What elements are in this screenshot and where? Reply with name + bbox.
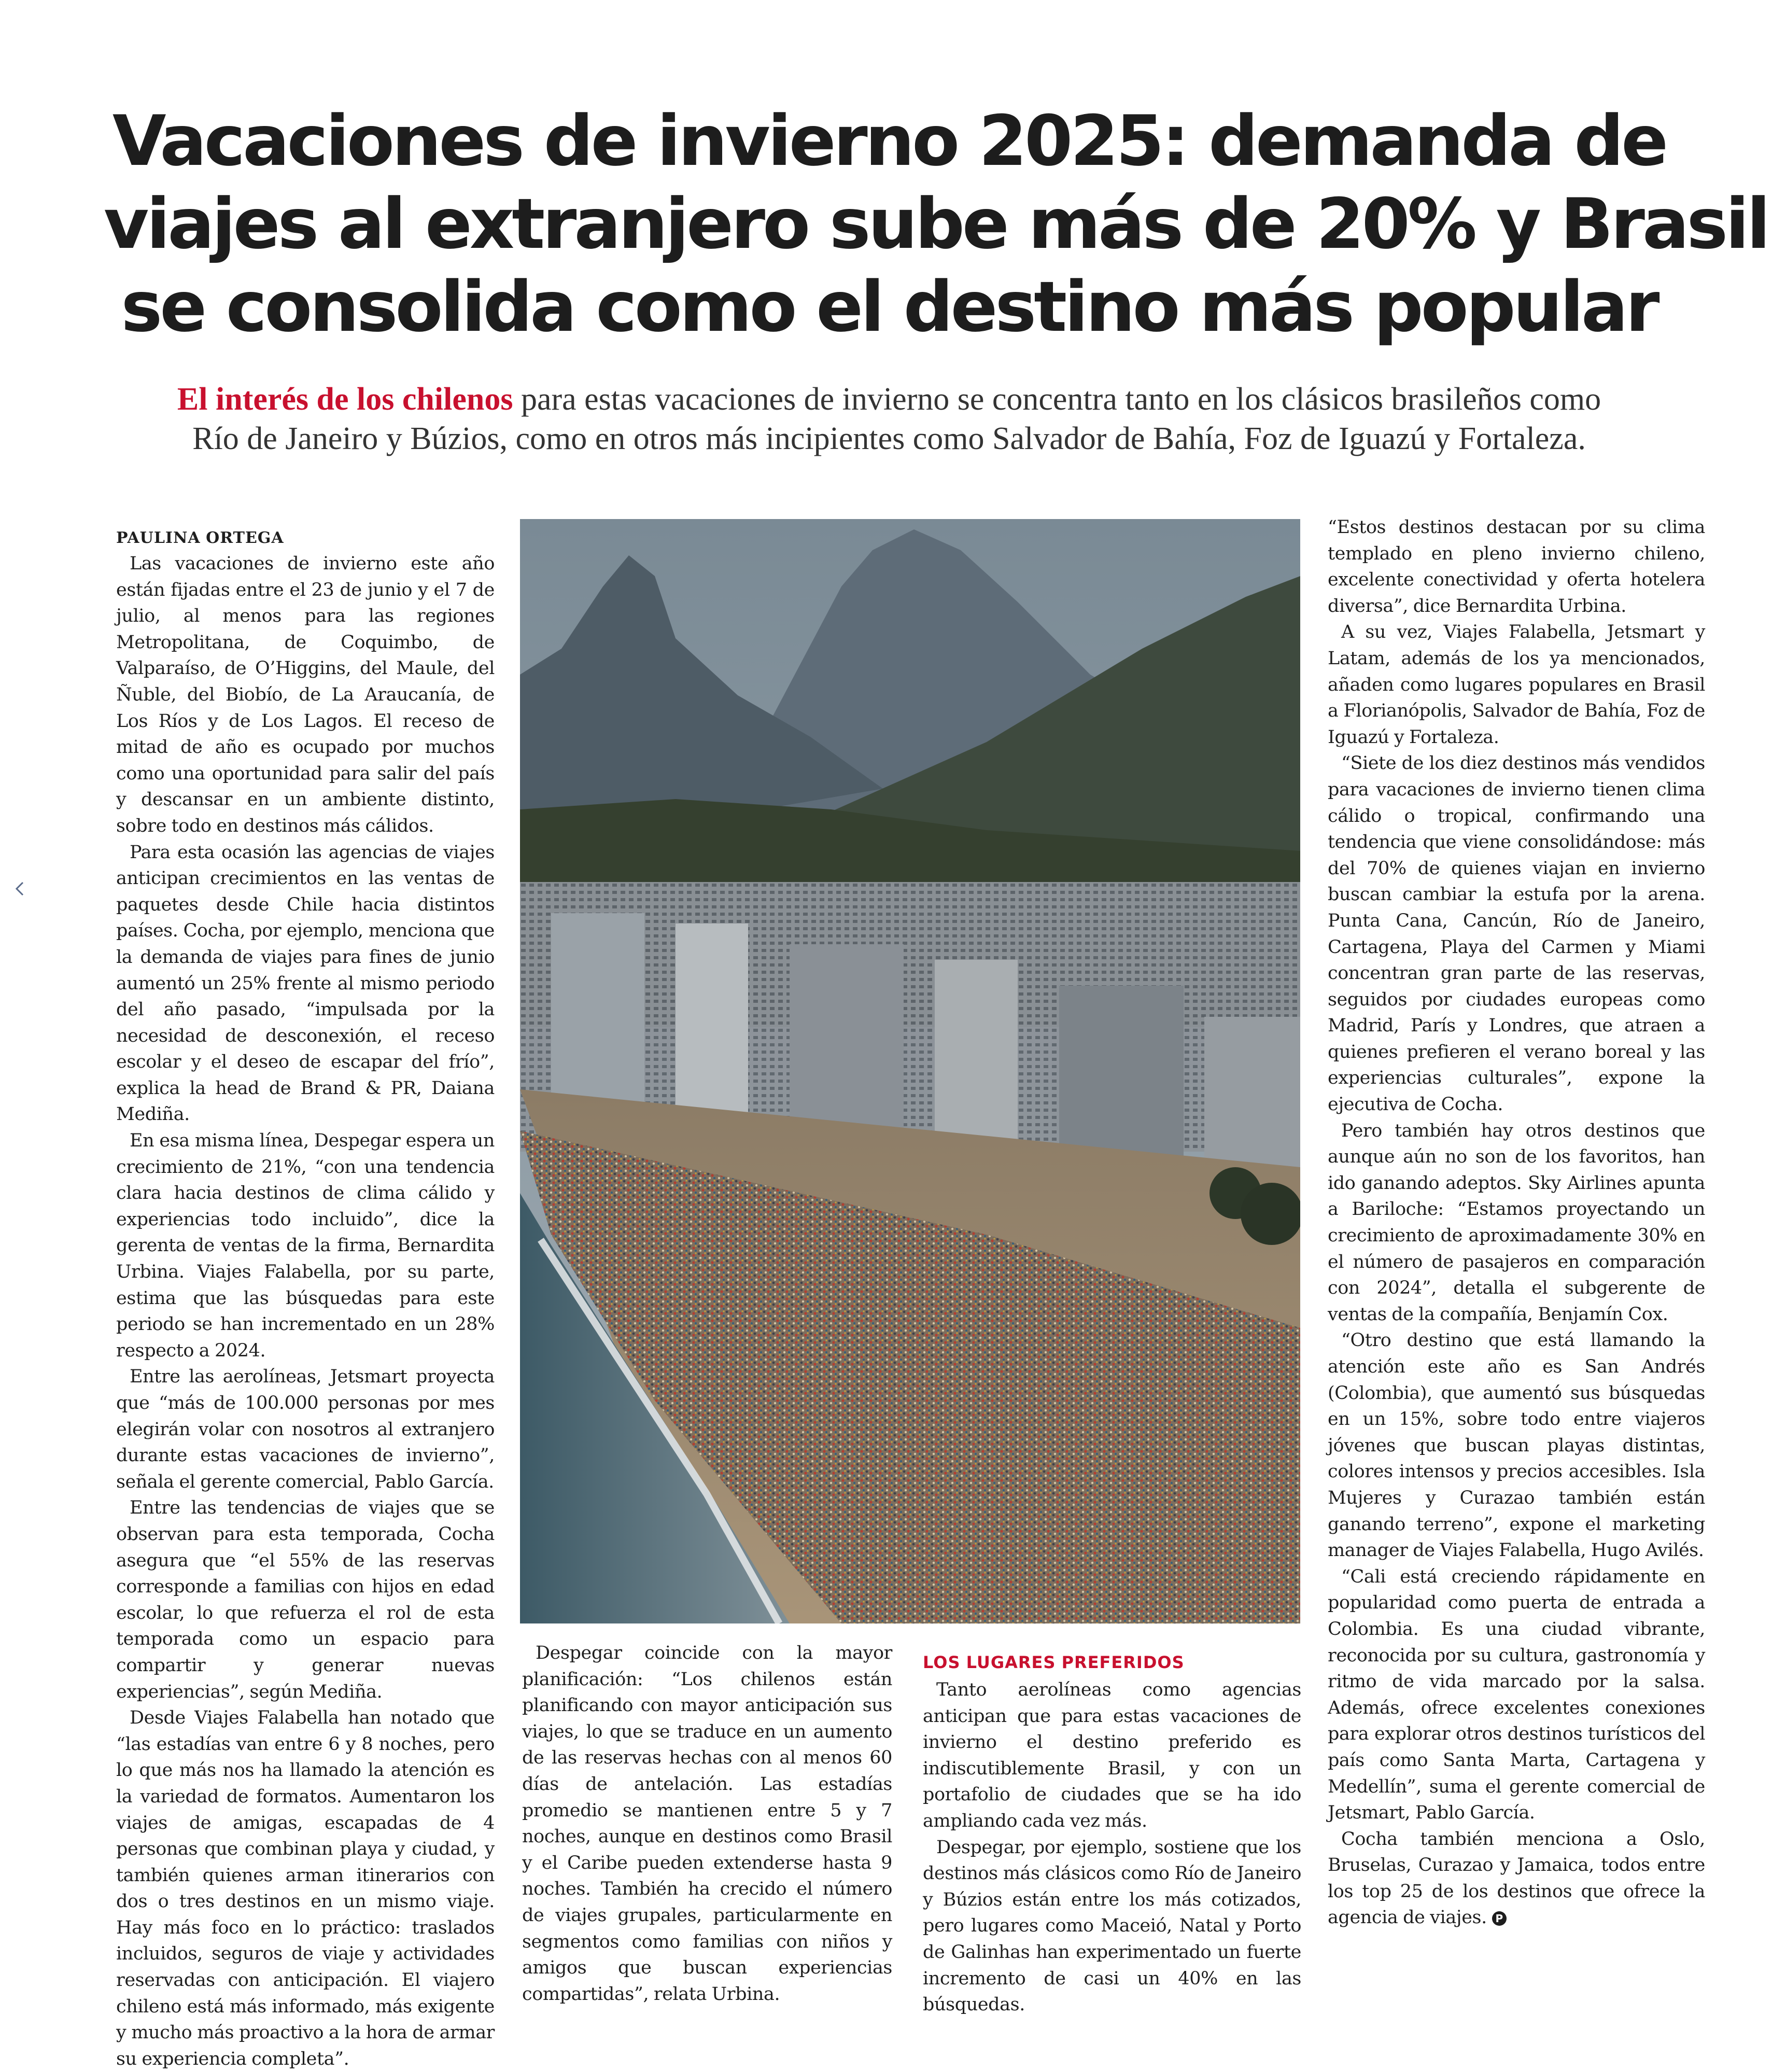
end-mark-icon: P [1492, 1911, 1507, 1926]
headline-line-3: se consolida como el destino más popular [121, 267, 1657, 347]
article-column-4 [1328, 514, 1705, 1931]
paragraph: Despegar coincide con la mayor planificación: “Los chilenos están planificando con mayor anticipación sus viajes, lo que se traduce en un aumento de las reservas hechas con al menos 60 días de antelación. Las estadías promedio se mantienen entre 5 y 7 noches, aunque en destinos como Brasil y el Caribe pueden extenderse hasta 9 noches. También ha crecido el número de viajes grupales, particularmente en segmentos como familias con niños y amigos que buscan experiencias compartidas”, relata Urbina. [522, 1643, 892, 2005]
section-heading: LOS LUGARES PREFERIDOS [923, 1653, 1185, 1672]
paragraph: “Estos destinos destacan por su clima templado en pleno invierno chileno, excelente conectividad y oferta hotelera diversa”, dice Bernardita Urbina. [1328, 517, 1705, 617]
headline-line-1: Vacaciones de invierno 2025: demanda de [112, 101, 1666, 181]
paragraph: Despegar, por ejemplo, sostiene que los destinos más clásicos como Río de Janeiro y Búzios están entre los más cotizados, pero lugares como Maceió, Natal y Porto de Galinhas han experimentado un fuerte incremento de casi un 40% en las búsquedas. [923, 1837, 1301, 2015]
paragraph: Para esta ocasión las agencias de viajes anticipan crecimientos en las ventas de paquetes desde Chile hacia distintos países. Cocha, por ejemplo, menciona que la demanda de viajes para fines de junio aumentó un 25% frente al mismo periodo del año pasado, “impulsada por la necesidad de desconexión, el receso escolar y el deseo de escapar del frío”, explica la head de Brand & PR, Daiana Mediña. [116, 842, 495, 1125]
paragraph-last [1328, 1826, 1705, 1931]
subhead-line-1-text: para estas vacaciones de invierno se concentra tanto en los clásicos brasileños como [513, 382, 1601, 417]
article-column-2 [522, 1640, 892, 2007]
subhead-line-1 [104, 380, 1675, 419]
paragraph: Entre las aerolíneas, Jetsmart proyecta que “más de 100.000 personas por mes elegirán volar con nosotros al extranjero durante estas vacaciones de invierno”, señala el gerente comercial, Pablo García. [116, 1366, 495, 1492]
paragraph: “Siete de los diez destinos más vendidos para vacaciones de invierno tienen clima cálido o tropical, confirmando una tendencia que viene consolidándose: más del 70% de quienes viajan en invierno buscan cambiar la estufa por la arena. Punta Cana, Cancún, Río de Janeiro, Cartagena, Playa del Carmen y Miami concentran gran parte de las reservas, seguidos por ciudades europeas como Madrid, París y Londres, que atraen a quienes prefieren el verano boreal y las experiencias culturales”, expone la ejecutiva de Cocha. [1328, 753, 1705, 1115]
byline: PAULINA ORTEGA [116, 529, 284, 547]
paragraph: “Cali está creciendo rápidamente en popularidad como puerta de entrada a Colombia. Es una ciudad vibrante, reconocida por su cultura, gastronomía y ritmo de vida marcado por la salsa. Además, ofrece excelentes conexiones para explorar otros destinos turísticos del país como Santa Marta, Cartagena y Medellín”, suma el gerente comercial de Jetsmart, Pablo García. [1328, 1566, 1705, 1824]
article-column-1 [116, 529, 495, 2072]
headline [104, 100, 1768, 348]
paragraph: Entre las tendencias de viajes que se observan para esta temporada, Cocha asegura que “el 55% de las reservas corresponde a familias con hijos en edad escolar, lo que refuerza el rol de esta temporada como un espacio para compartir y generar nuevas experiencias”, según Mediña. [116, 1497, 495, 1702]
paragraph: A su vez, Viajes Falabella, Jetsmart y Latam, además de los ya mencionados, añaden como lugares populares en Brasil a Florianópolis, Salvador de Bahía, Foz de Iguazú y Fortaleza. [1328, 622, 1705, 748]
article-column-3 [923, 1639, 1301, 2018]
paragraph-text: Cocha también menciona a Oslo, Bruselas, Curazao y Jamaica, todos entre los top 25 de los destinos que ofrece la agencia de viajes. [1328, 1828, 1705, 1928]
paragraph: Pero también hay otros destinos que aunque aún no son de los favoritos, han ido ganando adeptos. Sky Airlines apunta a Bariloche: “Estamos proyectando un crecimiento de aproximadamente 30% en el número de pasajeros en comparación con 2024”, detalla el subgerente de ventas de la compañía, Benjamín Cox. [1328, 1120, 1705, 1325]
subhead-line-2: Río de Janeiro y Búzios, como en otros más incipientes como Salvador de Bahía, Foz de Iguazú y Fortaleza. [192, 421, 1586, 456]
paragraph: Desde Viajes Falabella han notado que “las estadías van entre 6 y 8 noches, pero lo que más nos ha llamado la atención es la variedad de formatos. Aumentaron los viajes de amigas, escapadas de 4 personas que combinan playa y ciudad, y también quienes arman itinerarios con dos o tres destinos en un mismo viaje. Hay más foco en lo práctico: traslados incluidos, seguros de viaje y actividades reservadas con anticipación. El viajero chileno está más informado, más exigente y mucho más proactivo a la hora de armar su experiencia completa”. [116, 1707, 495, 2069]
paragraph: En esa misma línea, Despegar espera un crecimiento de 21%, “con una tendencia clara hacia destinos de clima cálido y experiencias todo incluido”, dice la gerenta de ventas de la firma, Bernardita Urbina. Viajes Falabella, por su parte, estima que las búsquedas para este periodo se han incrementado en un 28% respecto a 2024. [116, 1130, 495, 1361]
copacabana-beach-photo [520, 519, 1300, 1623]
chevron-left-icon[interactable] [7, 876, 32, 901]
headline-line-2: viajes al extranjero sube más de 20% y Brasil [104, 184, 1768, 264]
paragraph: Las vacaciones de invierno este año están fijadas entre el 23 de junio y el 7 de julio, al menos para las regiones Metropolitana, de Coquimbo, de Valparaíso, de O’Higgins, del Maule, del Ñuble, del Biobío, de La Araucanía, de Los Ríos y de Los Lagos. El receso de mitad de año es ocupado por muchos como una oportunidad para salir del país y descansar en un ambiente distinto, sobre todo en destinos más cálidos. [116, 553, 495, 836]
paragraph: “Otro destino que está llamando la atención este año es San Andrés (Colombia), que aumentó sus búsquedas en un 15%, sobre todo entre viajeros jóvenes que buscan playas distintas, colores intensos y precios accesibles. Isla Mujeres y Curazao también están ganando terreno”, expone el marketing manager de Viajes Falabella, Hugo Avilés. [1328, 1330, 1705, 1561]
subheadline [104, 380, 1675, 458]
subhead-lead: El interés de los chilenos [177, 382, 513, 417]
paragraph: Tanto aerolíneas como agencias anticipan que para estas vacaciones de invierno el destino preferido es indiscutiblemente Brasil, y con un portafolio de ciudades que se ha ido ampliando cada vez más. [923, 1679, 1301, 1831]
